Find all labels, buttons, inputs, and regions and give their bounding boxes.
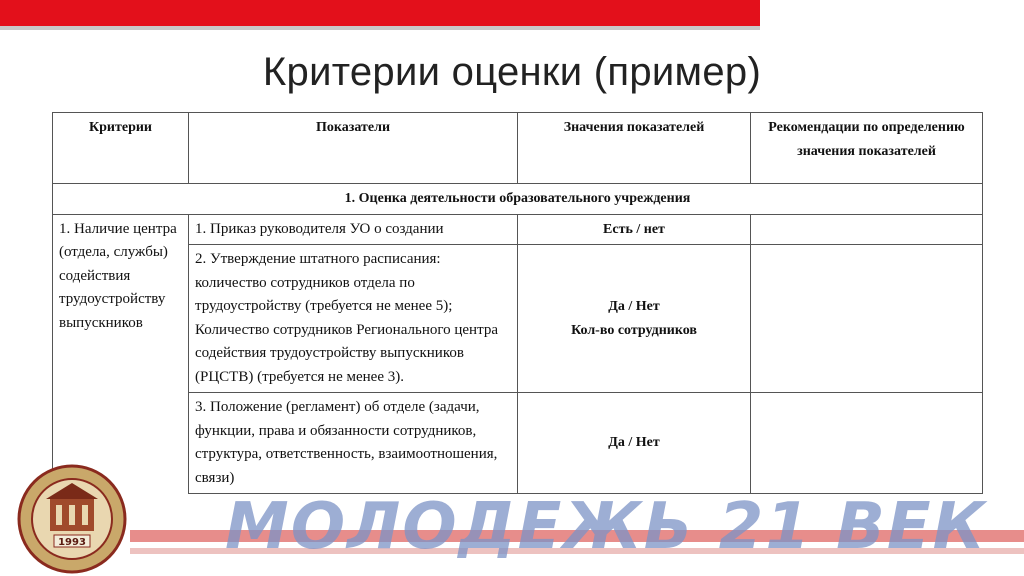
indicator-cell: 3. Положение (регламент) об отделе (задачи, функции, права и обязанности сотрудников, структура, ответственность, взаимоотношения, связи) [189,393,518,494]
footer-banner-text: МОЛОДЕЖЬ 21 ВЕК [225,490,987,564]
header-values: Значения показателей [518,113,751,184]
recommendation-cell [751,245,983,393]
value-text: Да / Нет [608,299,660,314]
table-row [53,245,983,393]
value-text: Да / Нет [608,435,660,451]
university-seal-logo [12,463,132,575]
table-row [53,393,983,494]
indicator-cell: 2. Утверждение штатного расписания: количество сотрудников отдела по трудоустройству (требуется не менее 5); Количество сотрудников Регионального центра содействия трудоустройству выпускников (РЦСТВ) (требуется не менее 3). [189,245,518,393]
section-title: 1. Оценка деятельности образовательного учреждения [53,184,983,215]
value-cell [518,214,751,245]
header-criteria: Критерии [53,113,189,184]
value-cell [518,393,751,494]
recommendation-cell [751,214,983,245]
seal-year: 1993 [58,537,86,548]
criteria-table [52,112,983,494]
value-cell [518,245,751,393]
top-bar-shadow [0,26,760,30]
header-recommendations: Рекомендации по определению значения показателей [751,113,983,184]
table-row [53,214,983,245]
top-accent-bar [0,0,760,26]
recommendation-cell [751,393,983,494]
slide-title: Критерии оценки (пример) [262,50,762,94]
indicator-cell: 1. Приказ руководителя УО о создании [189,214,518,245]
value-text: Кол-во сотрудников [571,322,697,338]
table-header-row [53,113,983,184]
section-row [53,184,983,215]
value-text: Есть / нет [603,221,665,237]
criterion-cell: 1. Наличие центра (отдела, службы) содействия трудоустройству выпускников [53,214,189,494]
header-indicators: Показатели [189,113,518,184]
